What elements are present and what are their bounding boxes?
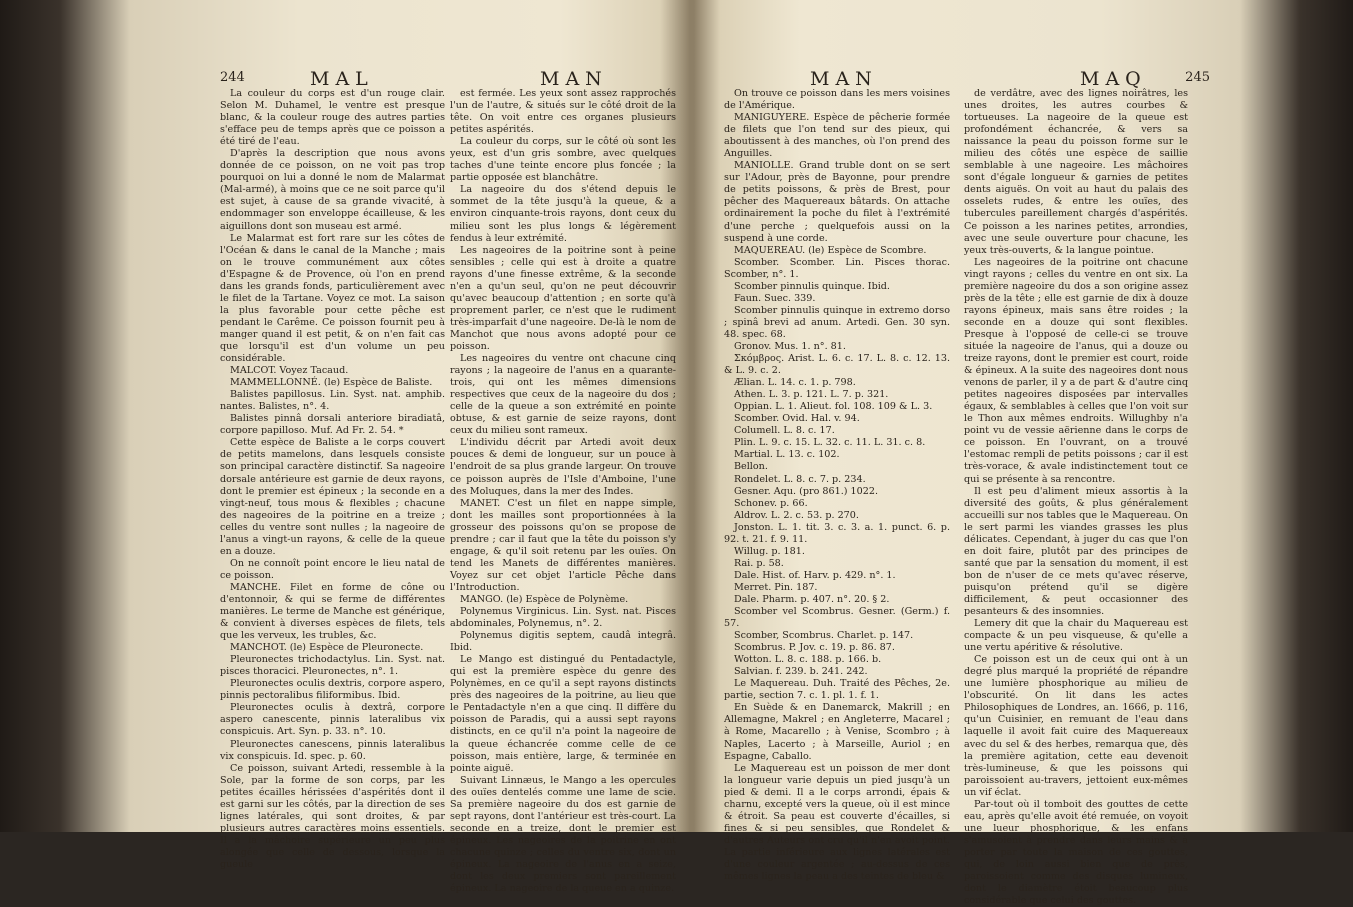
paragraph: La couleur du corps, sur le côté où sont les yeux, est d'un gris sombre, avec quelques taches d'une teinte encore plus foncée ; la partie opposée est blanchâtre. [450, 136, 676, 184]
paragraph: Salvian. f. 239. b. 241. 242. [734, 666, 868, 678]
right-column-a [724, 88, 950, 883]
paragraph: Scomber, Scombrus. Charlet. p. 147. [734, 630, 914, 642]
paragraph: MANCHOT. (le) Espèce de Pleuronecte. [230, 642, 424, 654]
paragraph: MAQUEREAU. (le) Espèce de Scombre. [734, 244, 927, 256]
paragraph: Scomber. Scomber. Lin. Pisces thorac. Scomber, n°. 1. [724, 256, 950, 280]
paragraph: La couleur du corps est d'un rouge clair. Selon M. Duhamel, le ventre est presque blanc, & la couleur rouge des autres parties s'efface peu de temps après que ce poisson a été tiré de l'eau. [220, 88, 445, 148]
paragraph: Scombrus. P. Jov. c. 19. p. 86. 87. [734, 642, 895, 654]
left-page-number: 244 [220, 70, 245, 85]
paragraph: MANGO. (le) Espèce de Polynème. [460, 593, 629, 605]
paragraph: Le Mango est distingué du Pentadactyle, qui est la première espèce du genre des Polynèmes, en ce qu'il a sept rayons distincts près des nageoires de la poitrine, au lieu que le Pentadactyle n'en a que cinq. Il diffère du poisson de Paradis, qui a aussi sept rayons distincts, en ce qu'il n'a point la nageoire de la queue échancrée comme celle de ce poisson, mais entière, large, & terminée en pointe aiguë. [450, 654, 676, 774]
paragraph: MANIOLLE. Grand truble dont on se sert sur l'Adour, près de Bayonne, pour prendre de petits poissons, & près de Brest, pour pêcher des Maquereaux bâtards. On attache ordinairement la poche du filet à l'extrémité d'une perche ; quelquefois aussi on la suspend à une corde. [724, 160, 950, 244]
paragraph: Schonev. p. 66. [734, 497, 808, 509]
paragraph: Σκόμβρος. Arist. L. 6. c. 17. L. 8. c. 12. 13. & L. 9. c. 2. [724, 353, 950, 377]
right-column-b [964, 88, 1188, 907]
left-column-a [220, 88, 445, 870]
paragraph: Gronov. Mus. 1. n°. 81. [734, 340, 846, 352]
left-page-header [180, 66, 680, 90]
paragraph: Martial. L. 13. c. 102. [734, 449, 840, 461]
paragraph: Polynemus digitis septem, caudâ integrâ. Ibid. [450, 630, 676, 654]
paragraph: MANCHE. Filet en forme de cône ou d'entonnoir, & qui se ferme de différentes manières. Le terme de Manche est générique, & convient à diverses espèces de filets, tels que les verveux, les trubles, &c. [220, 581, 445, 642]
paragraph: Balistes papillosus. Lin. Syst. nat. amphib. nantes. Balistes, n°. 4. [220, 389, 445, 413]
right-running-head-1: MAN [810, 68, 878, 90]
paragraph: Polynemus Virginicus. Lin. Syst. nat. Pisces abdominales, Polynemus, n°. 2. [450, 606, 676, 630]
right-page [710, 66, 1210, 907]
paragraph: Scomber vel Scombrus. Gesner. (Germ.) f. 57. [724, 606, 950, 630]
paragraph: Rai. p. 58. [734, 557, 784, 569]
paragraph: Les nageoires du ventre ont chacune cinq rayons ; la nageoire de l'anus en a quarante-trois, qui ont les mêmes dimensions respectives que ceux de la nageoire du dos ; celle de la queue a son extrémité en pointe obtuse, & est garnie de seize rayons, dont ceux du milieu sont rameux. [450, 353, 676, 437]
right-page-columns [710, 88, 1210, 907]
paragraph: Gesner. Aqu. (pro 861.) 1022. [734, 485, 879, 497]
paragraph: Faun. Suec. 339. [734, 292, 816, 304]
paragraph: MAMMELLONNÉ. (le) Espèce de Baliste. [230, 377, 433, 389]
paragraph: MALCOT. Voyez Tacaud. [230, 365, 349, 377]
paragraph: de verdâtre, avec des lignes noirâtres, les unes droites, les autres courbes & tortueuses. La nageoire de la queue est profondément échancrée, & vers sa naissance la peau du poisson forme sur le milieu des côtés une espèce de saillie semblable à une nageoire. Les mâchoires sont d'égale longueur & garnies de petites dents aiguës. On voit au haut du palais des osselets rudes, & entre les ouïes, des tubercules pareillement chargés d'aspérités. Ce poisson a les narines petites, arrondies, avec une seule ouverture pour chacune, les yeux très-ouverts, & la langue pointue. [964, 88, 1188, 256]
right-page-header [710, 66, 1210, 90]
paragraph: Ce poisson est un de ceux qui ont à un degré plus marqué la propriété de répandre une lumière phosphorique au milieu de l'obscurité. On lit dans les actes Philosophiques de Londres, an. 1666, p. 116, qu'un Cuisinier, en remuant de l'eau dans laquelle il avoit fait cuire des Maquereaux avec du sel & des herbes, remarqua que, dès la première agitation, cette eau devenoit très-lumineuse, & que les poissons qui paroissoient au-travers, jettoient eux-mêmes un vif éclat. [964, 654, 1188, 798]
paragraph: Merret. Pin. 187. [734, 581, 818, 593]
paragraph: D'après la description que nous avons donnée de ce poisson, on ne voit pas trop pourquoi on lui a donné le nom de Malarmat (Mal-armé), à moins que ce ne soit parce qu'il est sujet, à cause de sa grande vivacité, à endommager son enveloppe écailleuse, & les aiguillons dont son museau est armé. [220, 148, 445, 232]
paragraph: En Suède & en Danemarck, Makrill ; en Allemagne, Makrel ; en Angleterre, Macarel ; à Rome, Macarello ; à Venise, Scombro ; à Naples, Lacerto ; à Marseille, Auriol ; en Espagne, Caballo. [724, 702, 950, 762]
paragraph: L'individu décrit par Artedi avoit deux pouces & demi de longueur, sur un pouce à l'endroit de sa plus grande largeur. On trouve ce poisson auprès de l'Isle d'Amboine, l'une des Moluques, dans la mer des Indes. [450, 437, 676, 497]
paragraph: Le Maquereau est un poisson de mer dont la longueur varie depuis un pied jusqu'à un pied & demi. Il a le corps arrondi, épais & charnu, excepté vers la queue, où il est mince & étroit. Sa peau est couverte d'écailles, si fines & si peu sensibles, que Rondelet & d'autres Auteurs ont cru qu'il n'en avoit point. La partie inférieure aux lignes latérales est d'une couleur argentée ; au-dessus de ces mêmes lignes la peau a des teintes de bleu & [724, 762, 950, 883]
paragraph: Aldrov. L. 2. c. 53. p. 270. [734, 509, 859, 521]
paragraph: Pleuronectes oculis dextris, corpore aspero, pinnis pectoralibus filiformibus. Ibid. [220, 678, 445, 702]
paragraph: Cette espèce de Baliste a le corps couvert de petits mamelons, dans lesquels consiste son principal caractère distinctif. Sa nageoire dorsale antérieure est garnie de deux rayons, dont le premier est épineux ; la seconde en a vingt-neuf, tous mous & flexibles ; chacune des nageoires de la poitrine en a treize ; celles du ventre sont nulles ; la nageoire de l'anus a vingt-un rayons, & celle de la queue en a douze. [220, 437, 445, 557]
paragraph: Par-tout où il tomboit des gouttes de cette eau, après qu'elle avoit été remuée, on voyoit une lueur phosphorique, & les enfans s'amusoient à prendre dans leurs mains & à porter par toute la maison de ces gouttes, qui, de loin aussi bien que de près, paroissoient comme des disques lumineux, dont le diamètre étoit beaucoup plus considérable que celui des gouttes. [964, 798, 1188, 907]
paragraph: Pleuronectes trichodactylus. Lin. Syst. nat. pisces thoracici. Pleuronectes, n°. 1. [220, 654, 445, 678]
paragraph: Willug. p. 181. [734, 545, 805, 557]
left-running-head-2: MAN [540, 68, 608, 90]
left-page-columns [180, 88, 680, 895]
left-page [180, 66, 680, 895]
paragraph: Rondelet. L. 8. c. 7. p. 234. [734, 473, 866, 485]
paragraph: Les nageoires de la poitrine sont à peine sensibles ; celle qui est à droite a quatre rayons d'une finesse extrême, & la seconde n'en a qu'un seul, qu'on ne peut découvrir qu'avec beaucoup d'attention ; en sorte qu'à proprement parler, ce n'est que le rudiment très-imparfait d'une nageoire. De-là le nom de Manchot que nous avons adopté pour ce poisson. [450, 244, 676, 352]
paragraph: Dale. Hist. of. Harv. p. 429. n°. 1. [734, 569, 896, 581]
paragraph: La nageoire du dos s'étend depuis le sommet de la tête jusqu'à la queue, & a environ cinquante-trois rayons, dont ceux du milieu sont les plus longs & légèrement fendus à leur extrémité. [450, 184, 676, 244]
paragraph: Ælian. L. 14. c. 1. p. 798. [734, 377, 856, 389]
right-page-number: 245 [1185, 70, 1210, 85]
paragraph: Le Maquereau. Duh. Traité des Pêches, 2e. partie, section 7. c. 1. pl. 1. f. 1. [724, 678, 950, 702]
paragraph: Scomber pinnulis quinque. Ibid. [734, 280, 890, 292]
paragraph: Balistes pinnâ dorsali anteriore biradiatâ, corpore papilloso. Muf. Ad Fr. 2. 54. * [220, 413, 445, 437]
paragraph: est fermée. Les yeux sont assez rapprochés l'un de l'autre, & situés sur le côté droit de la tête. On voit entre ces organes plusieurs petites aspérités. [450, 88, 676, 136]
paragraph: Plin. L. 9. c. 15. L. 32. c. 11. L. 31. c. 8. [734, 437, 926, 449]
paragraph: Pleuronectes canescens, pinnis lateralibus vix conspicuis. Id. spec. p. 60. [220, 738, 445, 762]
paragraph: On ne connoît point encore le lieu natal de ce poisson. [220, 557, 445, 581]
paragraph: Ce poisson, suivant Artedi, ressemble à la Sole, par la forme de son corps, par les petites écailles hérissées d'aspérités dont il est garni sur les côtés, par la direction de ses lignes latérales, qui sont droites, & par plusieurs autres caractères moins essentiels. Il a la mâchoire supérieure un peu plus alongée que celle de dessous, lorsque la gueule [220, 762, 445, 870]
paragraph: Lemery dit que la chair du Maquereau est compacte & un peu visqueuse, & qu'elle a une vertu apéritive & résolutive. [964, 618, 1188, 654]
left-column-b [450, 88, 676, 895]
paragraph: Columell. L. 8. c. 17. [734, 425, 835, 437]
left-running-head-1: MAL [310, 68, 374, 90]
paragraph: On trouve ce poisson dans les mers voisines de l'Amérique. [724, 88, 950, 112]
paragraph: Scomber. Ovid. Hal. v. 94. [734, 413, 860, 425]
paragraph: Il est peu d'aliment mieux assortis à la diversité des goûts, & plus généralement accueilli sur nos tables que le Maquereau. On le sert parmi les viandes grasses les plus délicates. Cependant, à juger du cas que l'on en doit faire, plutôt par des principes de santé que par la sensation du moment, il est bon de n'user de ce mets qu'avec réserve, puisqu'on prétend qu'il se digère difficilement, & peut occasionner des pesanteurs & des insomnies. [964, 485, 1188, 618]
paragraph: MANIGUYERE. Espèce de pêcherie formée de filets que l'on tend sur des pieux, qui aboutissent à des manches, où l'on prend des Anguilles. [724, 112, 950, 160]
paragraph: Suivant Linnæus, le Mango a les opercules des ouïes dentelés comme une lame de scie. Sa première nageoire du dos est garnie de sept rayons, dont l'antérieur est très-court. La seconde en a treize, dont le premier est épineux. Les nageoires de la poitrine en ont chacune quinze ; celles du ventre six, dont un épineux. La nageoire de l'anus en a seize, dont les deux premiers sont pareillement épineux. La nageoire de la queue en a quinze. [450, 774, 676, 895]
paragraph: Oppian. L. 1. Alieut. fol. 108. 109 & L. 3. [734, 401, 933, 413]
paragraph: Pleuronectes oculis à dextrâ, corpore aspero canescente, pinnis lateralibus vix conspicuis. Art. Syn. p. 33. n°. 10. [220, 702, 445, 738]
right-running-head-2: MAQ [1080, 68, 1147, 90]
paragraph: Jonston. L. 1. tit. 3. c. 3. a. 1. punct. 6. p. 92. t. 21. f. 9. 11. [724, 521, 950, 545]
paragraph: Athen. L. 3. p. 121. L. 7. p. 321. [734, 389, 889, 401]
paragraph: Wotton. L. 8. c. 188. p. 166. b. [734, 654, 882, 666]
paragraph: Le Malarmat est fort rare sur les côtes de l'Océan & dans le canal de la Manche ; mais on le trouve communément aux côtes d'Espagne & de Provence, où l'on en prend dans les grands fonds, particulièrement avec le filet de la Tartane. Voyez ce mot. La saison la plus favorable pour cette pêche est pendant le Carême. Ce poisson fournit peu à manger quand il est petit, & on n'en fait cas que lorsqu'il est d'un volume un peu considérable. [220, 232, 445, 365]
paragraph: Scomber pinnulis quinque in extremo dorso ; spinâ brevi ad anum. Artedi. Gen. 30 syn. 48. spec. 68. [724, 304, 950, 340]
paragraph: Bellon. [734, 461, 768, 473]
paragraph: MANET. C'est un filet en nappe simple, dont les mailles sont proportionnées à la grosseur des poissons qu'on se propose de prendre ; car il faut que la tête du poisson s'y engage, & qu'il soit retenu par les ouïes. On tend les Manets de différentes manières. Voyez sur cet objet l'article Pêche dans l'Introduction. [450, 497, 676, 593]
paragraph: Les nageoires de la poitrine ont chacune vingt rayons ; celles du ventre en ont six. La première nageoire du dos a son origine assez près de la tête ; elle est garnie de dix à douze rayons épineux, mais sans être roides ; la seconde en a douze qui sont flexibles. Presque à l'opposé de celle-ci se trouve située la nageoire de l'anus, qui a douze ou treize rayons, dont le premier est court, roide & épineux. A la suite des nageoires dont nous venons de parler, il y a de part & d'autre cinq petites nageoires disposées par intervalles égaux, & semblables à celles que l'on voit sur le Thon aux mêmes endroits. Willughby n'a point vu de vessie aërienne dans le corps de ce poisson. En l'ouvrant, on a trouvé l'estomac rempli de petits poissons ; car il est très-vorace, & avale indistinctement tout ce qui se présente à sa rencontre. [964, 256, 1188, 485]
paragraph: Dale. Pharm. p. 407. n°. 20. § 2. [734, 593, 890, 605]
